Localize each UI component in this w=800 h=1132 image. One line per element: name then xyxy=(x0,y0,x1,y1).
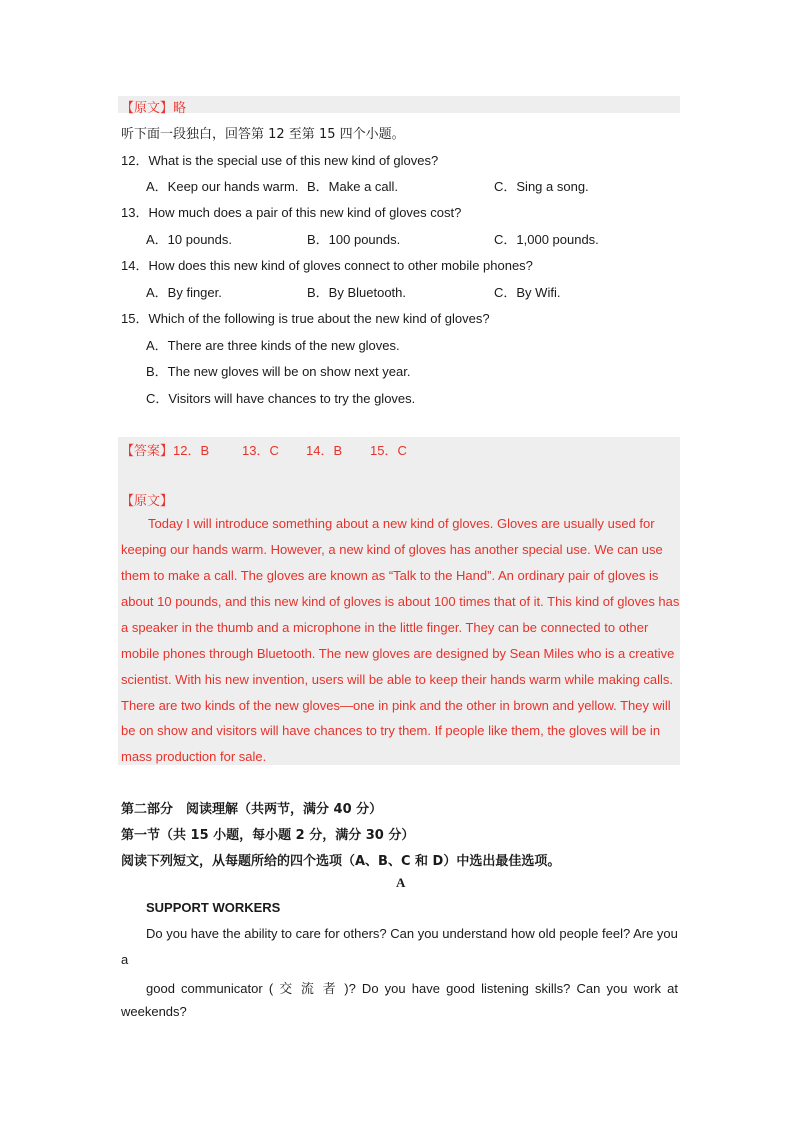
transcript-line: Today I will introduce something about a new kind of gloves. Gloves are usually used for xyxy=(148,516,655,531)
transcript-line: scientist. With his new invention, users will be able to keep their hands warm while making calls. xyxy=(121,672,674,687)
question-14-option-a: A．By finger. xyxy=(146,285,222,300)
passage-title: SUPPORT WORKERS xyxy=(146,900,281,915)
transcript-line: about 10 pounds, and this new kind of gloves is about 100 times that of it. This kind of gloves has xyxy=(121,594,680,609)
question-12-option-b: B．Make a call. xyxy=(307,179,399,194)
transcript-line: keeping our hands warm. However, a new kind of gloves has another special use. We can use xyxy=(121,542,663,557)
transcript-line: be on show and visitors will have chances to try them. If people like them, the gloves will be in xyxy=(121,723,661,738)
question-14-option-b: B．By Bluetooth. xyxy=(307,285,406,300)
original-text-note xyxy=(121,97,186,116)
answer-key xyxy=(121,440,209,459)
question-13-option-a: A．10 pounds. xyxy=(146,232,233,247)
passage-line: a xyxy=(121,952,129,967)
question-13-stem: 13．How much does a pair of this new kind of gloves cost? xyxy=(121,205,462,220)
shaded-band-top xyxy=(118,96,680,113)
transcript-line: mobile phones through Bluetooth. The new gloves are designed by Sean Miles who is a creative xyxy=(121,646,675,661)
answer-14: 14．B xyxy=(306,443,343,458)
answer-label: 【答案】 xyxy=(121,444,174,459)
transcript-line: a speaker in the thumb and a microphone in the little finger. They can be connected to other xyxy=(121,620,649,635)
question-14-option-c: C．By Wifi. xyxy=(494,285,561,300)
question-13-option-b: B．100 pounds. xyxy=(307,232,401,247)
part2-heading: 第二部分 阅读理解（共两节，满分 40 分） xyxy=(121,802,383,817)
original-omitted: 略 xyxy=(173,101,187,116)
passage-letter: A xyxy=(396,875,406,890)
transcript-label: 【原文】 xyxy=(121,494,174,509)
reading-instruction: 阅读下列短文，从每题所给的四个选项（A、B、C 和 D）中选出最佳选项。 xyxy=(121,854,561,869)
transcript-line: mass production for sale. xyxy=(121,749,267,764)
passage-line: weekends? xyxy=(121,1004,187,1019)
transcript-line: them to make a call. The gloves are known as “Talk to the Hand”. An ordinary pair of gloves is xyxy=(121,568,659,583)
question-15-option-a: A．There are three kinds of the new gloves. xyxy=(146,338,400,353)
question-15-option-c: C．Visitors will have chances to try the gloves. xyxy=(146,391,416,406)
answer-15: 15．C xyxy=(370,443,407,458)
answer-13: 13．C xyxy=(242,443,279,458)
question-15-stem: 15．Which of the following is true about the new kind of gloves? xyxy=(121,311,490,326)
question-13-option-c: C．1,000 pounds. xyxy=(494,232,599,247)
question-12-option-c: C．Sing a song. xyxy=(494,179,589,194)
question-14-stem: 14．How does this new kind of gloves connect to other mobile phones? xyxy=(121,258,533,273)
question-12-stem: 12．What is the special use of this new kind of gloves? xyxy=(121,153,439,168)
passage-line: good communicator ( 交 流 者 )? Do you have good listening skills? Can you work at xyxy=(146,981,678,996)
original-label: 【原文】 xyxy=(121,101,174,116)
question-15-option-b: B．The new gloves will be on show next year. xyxy=(146,364,411,379)
answer-12: 12．B xyxy=(173,443,210,458)
transcript-line: There are two kinds of the new gloves—one in pink and the other in brown and yellow. They will xyxy=(121,698,671,713)
passage-line: Do you have the ability to care for others? Can you understand how old people feel? Are you xyxy=(146,926,678,941)
section1-heading: 第一节（共 15 小题，每小题 2 分，满分 30 分） xyxy=(121,828,415,843)
listening-instruction: 听下面一段独白，回答第 12 至第 15 四个小题。 xyxy=(121,127,405,142)
question-12-option-a: A．Keep our hands warm. xyxy=(146,179,299,194)
